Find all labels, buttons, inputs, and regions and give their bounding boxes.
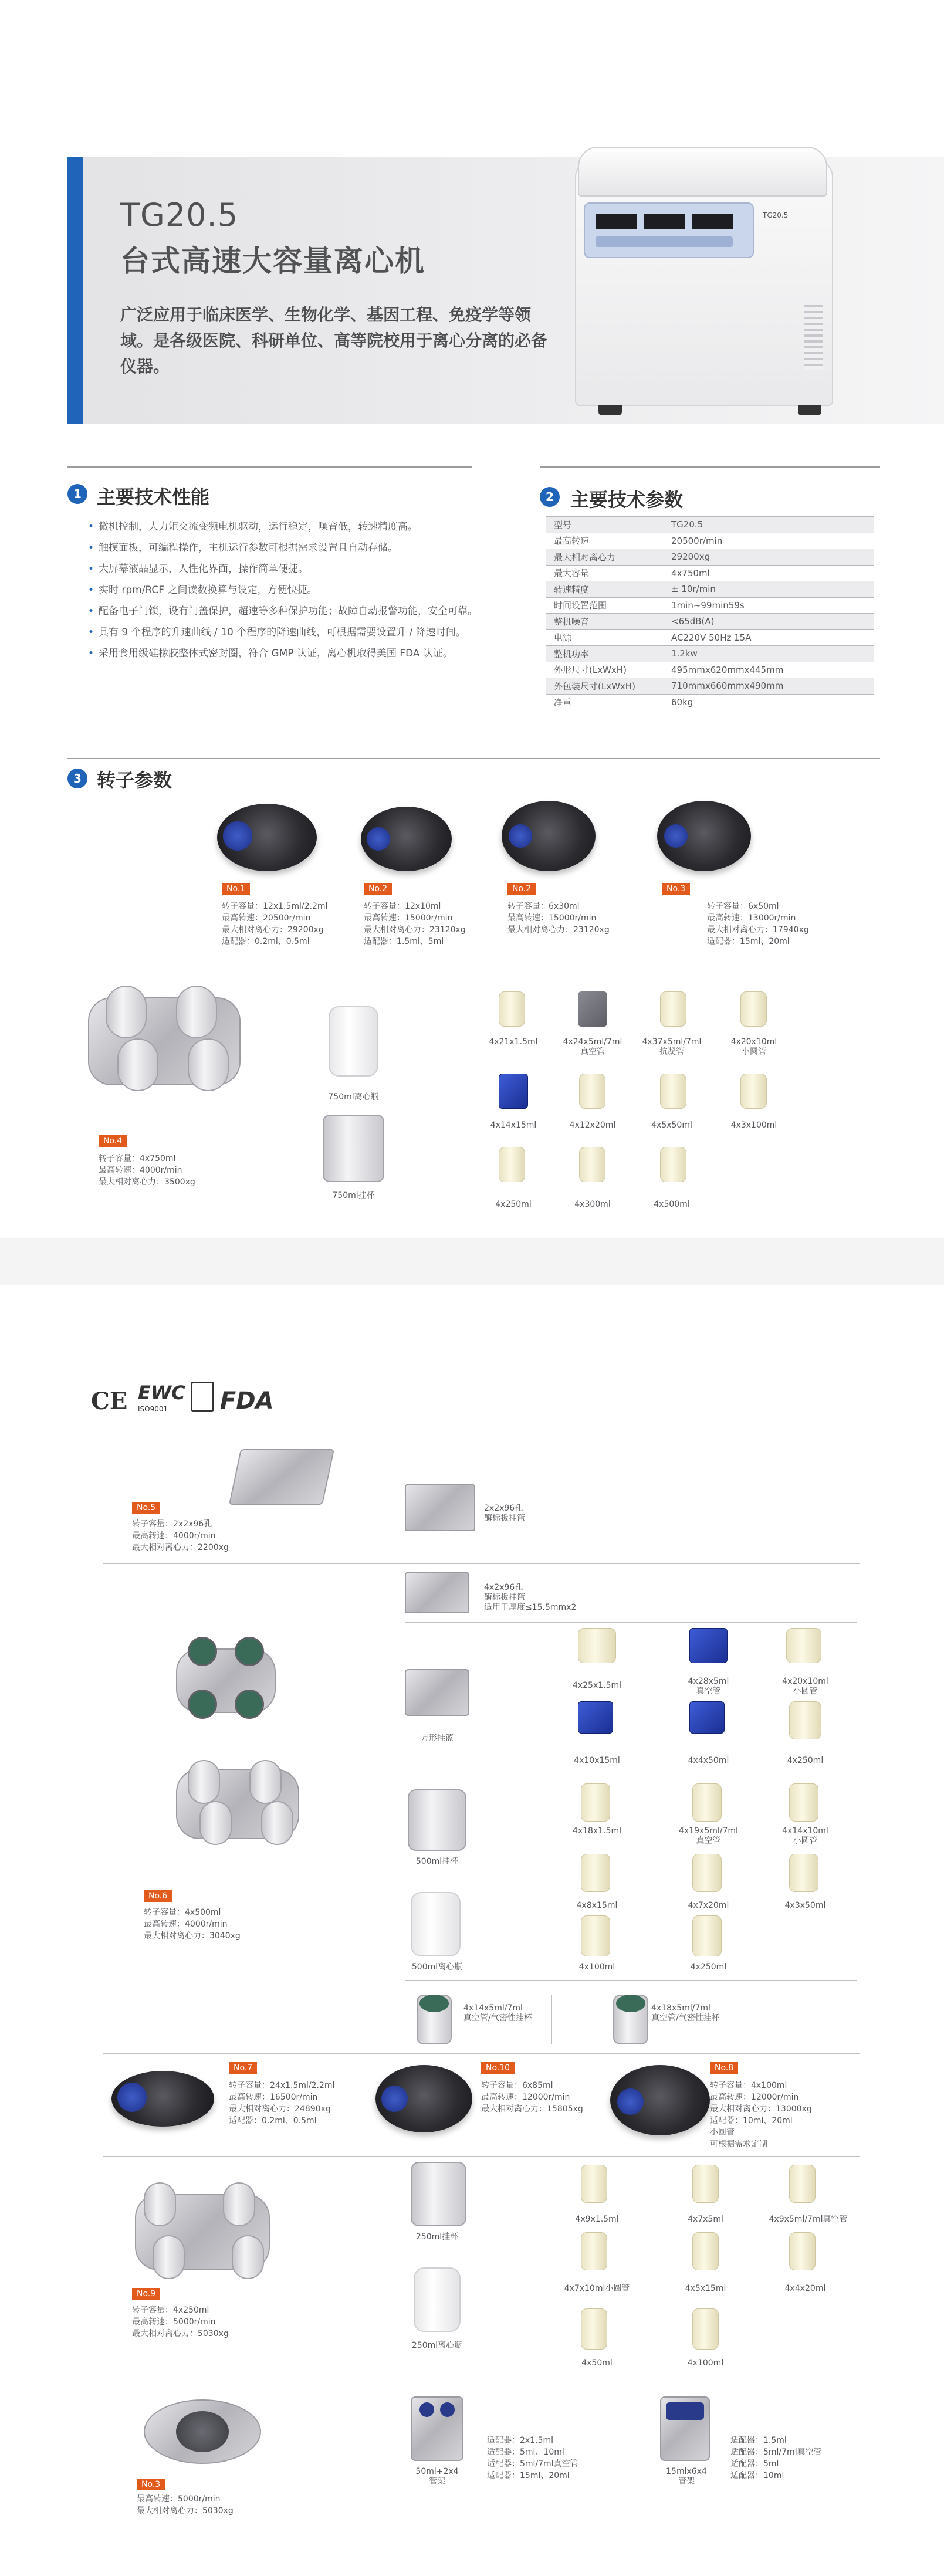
rotor-tag: No.6 xyxy=(144,1890,172,1902)
feature-item: • 配备电子门锁，设有门盖保护，超速等多种保护功能；故障自动报警功能，安全可靠。 xyxy=(88,601,499,622)
hero-accent-bar xyxy=(67,157,83,424)
rotor-tag: No.3 xyxy=(662,883,690,895)
divider xyxy=(103,2156,860,2157)
feature-item: • 大屏幕液晶显示，人性化界面，操作简单便捷。 xyxy=(88,558,499,580)
rotor-tag: No.5 xyxy=(132,1502,160,1514)
page-break xyxy=(0,1238,944,1285)
divider xyxy=(405,1980,857,1981)
table-row: 外形尺寸(LxWxH) 495mmx620mmx445mm xyxy=(546,662,874,678)
product-title: 台式高速大容量离心机 xyxy=(120,244,425,278)
feature-list xyxy=(88,516,499,664)
divider xyxy=(103,1563,860,1564)
table-row: 最大容量 4x750ml xyxy=(546,565,874,581)
divider xyxy=(103,2053,860,2054)
model-name: TG20.5 xyxy=(120,197,239,233)
product-description: 广泛应用于临床医学、生物化学、基因工程、免疫学等领域。是各级医院、科研单位、高等院校用于离心分离的必备仪器。 xyxy=(120,305,548,376)
table-row: 整机噪音 <65dB(A) xyxy=(546,614,874,630)
rotor-tag: No.9 xyxy=(132,2288,160,2300)
section-title-rotors: 转子参数 xyxy=(97,769,172,791)
rotor-tag: No.8 xyxy=(710,2062,738,2074)
divider xyxy=(405,1622,857,1623)
rotor-tag: No.3 xyxy=(137,2479,165,2490)
cert-badge xyxy=(191,1382,214,1412)
section-number: 2 xyxy=(540,487,560,507)
ewc-logo: EWC xyxy=(138,1382,185,1404)
table-row: 转速精度 ± 10r/min xyxy=(546,581,874,598)
feature-item: • 采用食用级硅橡胶整体式密封圈，符合 GMP 认证，离心机取得美国 FDA 认证。 xyxy=(88,643,499,664)
rotor-tag: No.2 xyxy=(507,883,536,895)
spec-table xyxy=(546,516,874,710)
section-number: 1 xyxy=(67,484,87,504)
divider xyxy=(67,758,880,759)
table-row: 时间设置范围 1min~99min59s xyxy=(546,597,874,614)
feature-item: • 微机控制，大力矩交流变频电机驱动，运行稳定，噪音低，转速精度高。 xyxy=(88,516,499,537)
section-title-performance: 主要技术性能 xyxy=(97,486,210,508)
table-row: 外包装尺寸(LxWxH) 710mmx660mmx490mm xyxy=(546,678,874,695)
table-row: 电源 AC220V 50Hz 15A xyxy=(546,629,874,646)
rotor-tag: No.4 xyxy=(99,1135,127,1147)
section-number: 3 xyxy=(67,769,87,788)
ce-logo: CE xyxy=(91,1387,128,1415)
table-row: 整机功率 1.2kw xyxy=(546,646,874,662)
divider xyxy=(67,466,472,468)
fda-logo: FDA xyxy=(220,1387,274,1414)
feature-item: • 实时 rpm/RCF 之间读数换算与设定，方便快捷。 xyxy=(88,580,499,601)
rotor-tag: No.2 xyxy=(364,883,392,895)
rotor-tag: No.7 xyxy=(229,2062,257,2074)
section-title-parameters: 主要技术参数 xyxy=(570,489,684,511)
rotor-tag: No.10 xyxy=(481,2062,515,2074)
divider xyxy=(540,466,880,468)
table-row: 最高转速 20500r/min xyxy=(546,533,874,549)
table-row: 型号 TG20.5 xyxy=(546,517,874,533)
table-row: 净重 60kg xyxy=(546,694,874,710)
feature-item: • 具有 9 个程序的升速曲线 / 10 个程序的降速曲线，可根据需要设置升 / 降速时间。 xyxy=(88,622,499,643)
rotor-tag: No.1 xyxy=(222,883,250,895)
feature-item: • 触摸面板，可编程操作，主机运行参数可根据需求设置且自动存储。 xyxy=(88,537,499,558)
table-row: 最大相对离心力 29200xg xyxy=(546,549,874,566)
